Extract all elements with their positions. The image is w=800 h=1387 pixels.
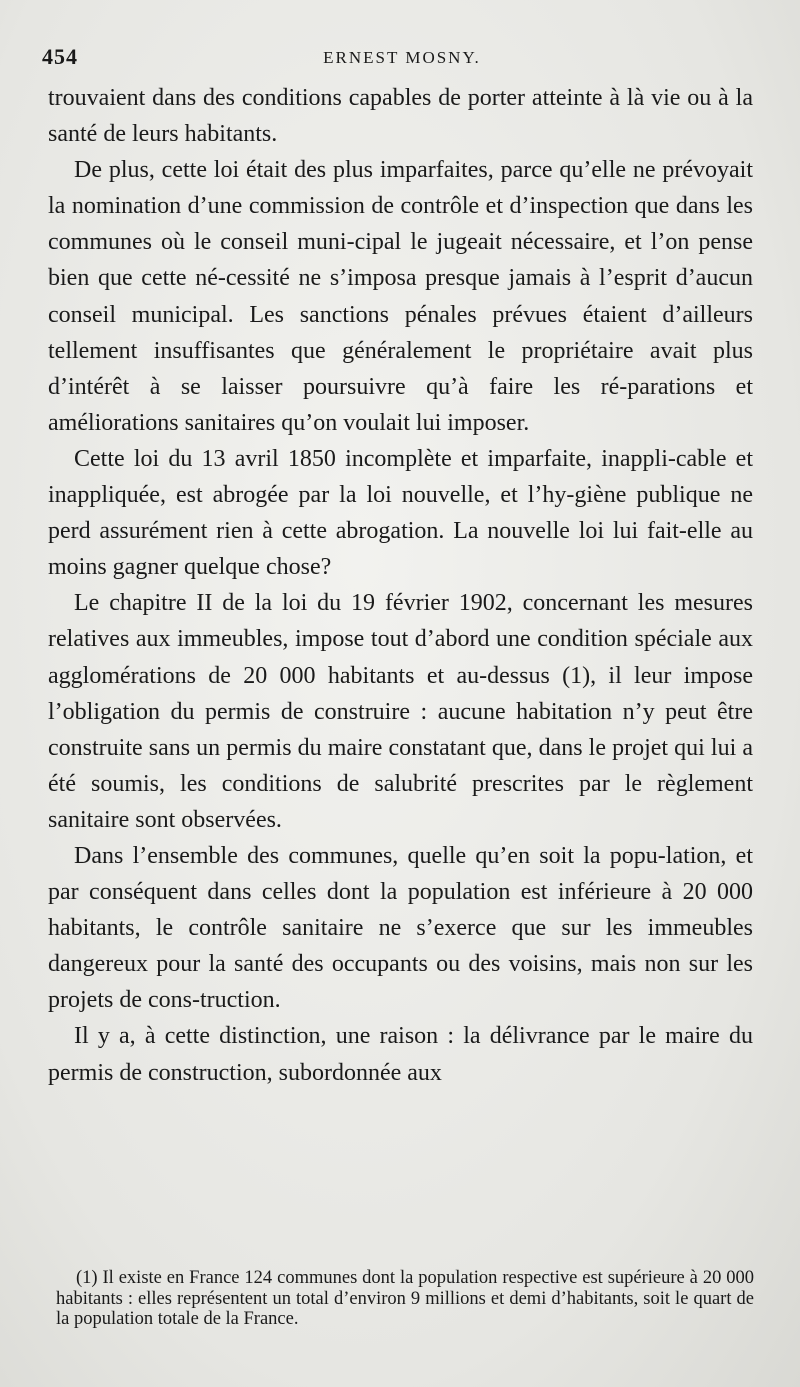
paragraph: Le chapitre II de la loi du 19 février 1902, concernant les mesures relatives aux immeubles, impose tout d’abord une condition spéciale aux agglomérations de 20 000 habitants et au-dessus (1), il leur impose l’obligation du permis de construire : aucune habitation n’y peut être construite sans un permis du maire constatant que, dans le projet qui lui a été soumis, les conditions de salubrité prescrites par le règlement sanitaire sont observées.	[48, 590, 753, 833]
paragraph-continuation: trouvaient dans des conditions capables de porter atteinte à là vie ou à la santé de leurs habitants.	[48, 85, 753, 148]
page-header	[42, 44, 762, 74]
running-head: ERNEST MOSNY.	[323, 48, 481, 67]
paragraph: Dans l’ensemble des communes, quelle qu’en soit la popu-lation, et par conséquent dans celles dont la population est inférieure à 20 000 habitants, le contrôle sanitaire ne s’exerce que sur les immeubles dangereux pour la santé des occupants ou des voisins, mais non sur les projets de cons-truction.	[48, 842, 753, 1014]
page-number: 454	[42, 44, 78, 69]
footnote-text: (1) Il existe en France 124 communes dont la population respective est supérieure à 20 000 habitants : elles représentent un total d’environ 9 millions et demi d’habitants, soit le quart de la population totale de la France.	[56, 1268, 754, 1329]
footnote	[56, 1268, 754, 1330]
body-text	[48, 80, 753, 1091]
paragraph: Il y a, à cette distinction, une raison : la délivrance par le maire du permis de construction, subordonnée aux	[48, 1023, 753, 1086]
paragraph: De plus, cette loi était des plus imparfaites, parce qu’elle ne prévoyait la nomination d’une commission de contrôle et d’inspection que dans les communes où le conseil muni-cipal le jugeait nécessaire, et l’on pense bien que cette né-cessité ne s’imposa presque jamais à l’esprit d’aucun conseil municipal. Les sanctions pénales prévues étaient d’ailleurs tellement insuffisantes que généralement le propriétaire avait plus d’intérêt à se laisser poursuivre qu’à faire les ré-parations et améliorations sanitaires qu’on voulait lui imposer.	[48, 157, 753, 436]
paragraph: Cette loi du 13 avril 1850 incomplète et imparfaite, inappli-cable et inappliquée, est abrogée par la loi nouvelle, et l’hy-giène publique ne perd assurément rien à cette abrogation. La nouvelle loi lui fait-elle au moins gagner quelque chose?	[48, 445, 753, 581]
